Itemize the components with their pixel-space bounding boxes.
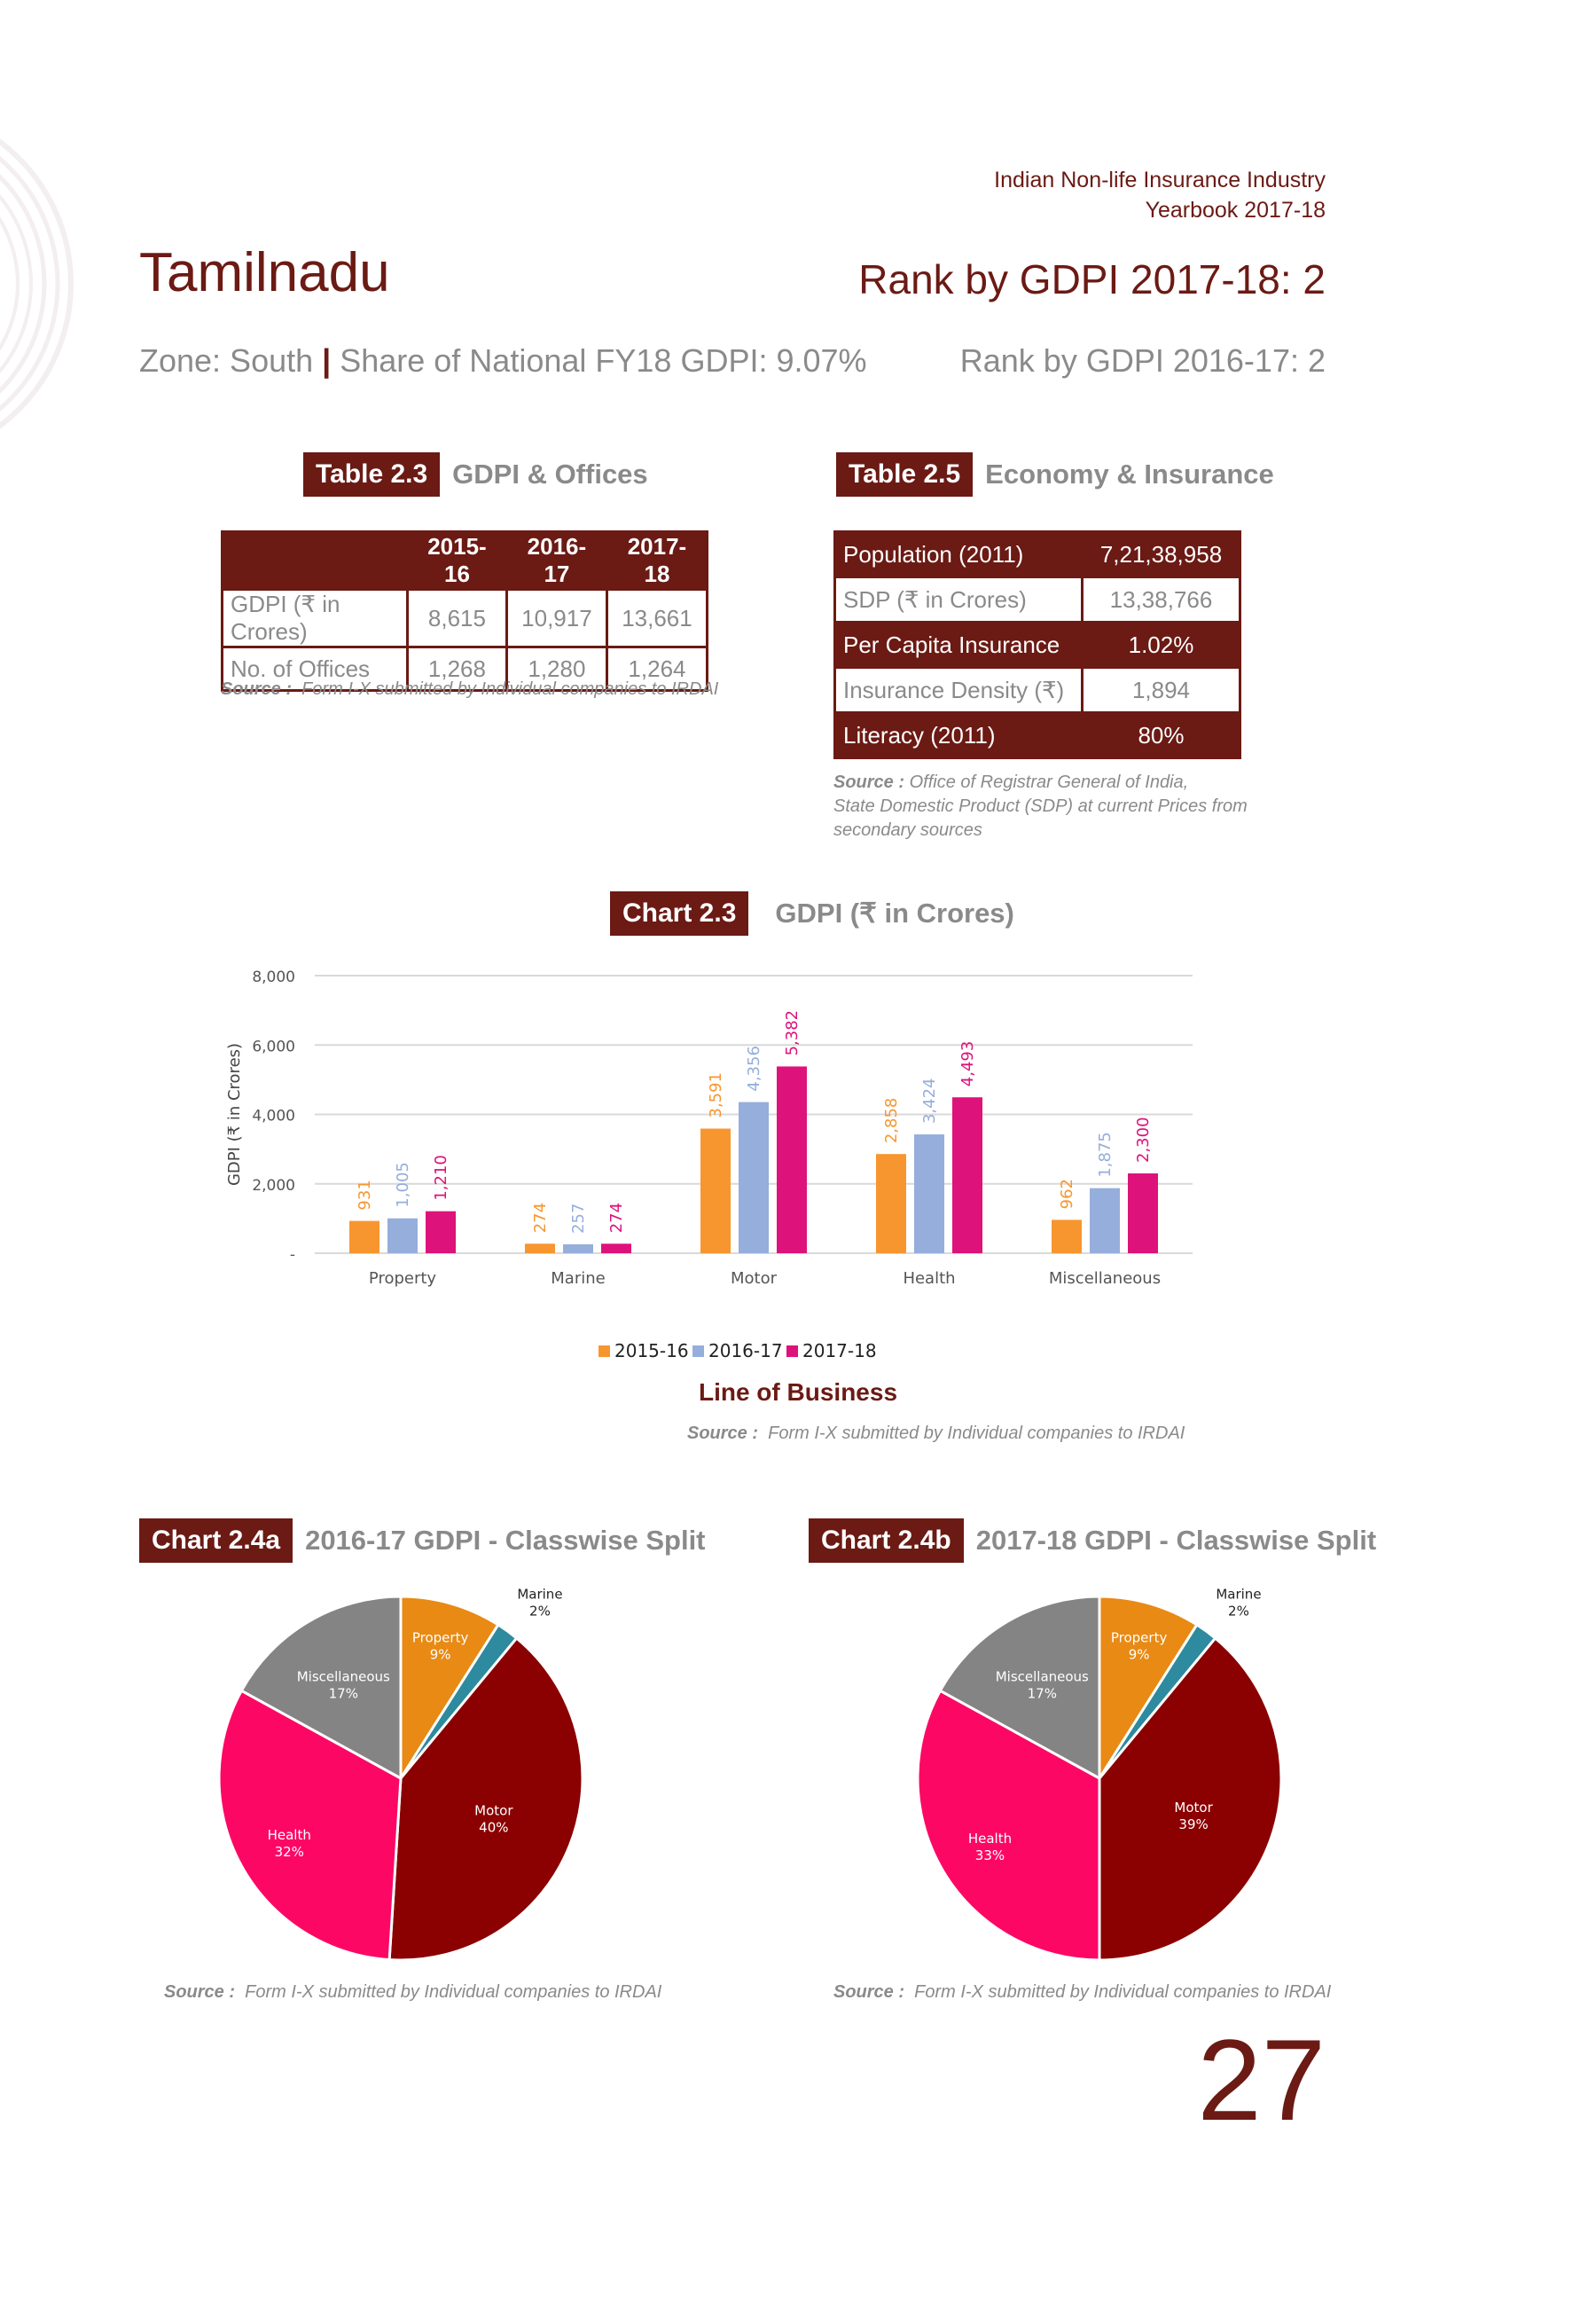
data-label: 931 (356, 1180, 374, 1211)
table-2-3-title: GDPI & Offices (452, 459, 648, 490)
pie-value-label: 2% (529, 1603, 551, 1620)
decorative-arcs (0, 98, 80, 470)
pie-value-label: 9% (429, 1646, 451, 1663)
bar (952, 1097, 982, 1253)
publication-line-2: Yearbook 2017-18 (1145, 198, 1326, 223)
data-label: 1,005 (394, 1162, 412, 1208)
page-number: 27 (1197, 2015, 1326, 2145)
source-text: Office of Registrar General of India, (909, 773, 1189, 792)
pie-label: Miscellaneous (296, 1668, 390, 1685)
data-label: 3,591 (707, 1071, 725, 1118)
rank-previous: Rank by GDPI 2016-17: 2 (959, 342, 1326, 379)
bar (387, 1219, 418, 1253)
table-2-5-tag: Table 2.5 (836, 452, 973, 497)
pie-value-label: 2% (1228, 1603, 1249, 1620)
table-cell: 13,661 (606, 590, 707, 647)
table-2-5-caption (836, 452, 1274, 497)
bar (1052, 1220, 1082, 1253)
legend-swatch (786, 1345, 798, 1357)
source-label: Source : (833, 773, 905, 792)
data-label: 962 (1058, 1179, 1076, 1210)
chart-2-4b-source (833, 1980, 1331, 2004)
y-tick-label: 8,000 (252, 969, 295, 986)
table-cell: 8,615 (408, 590, 507, 647)
table-cell: 80% (1083, 713, 1240, 758)
table-2-5-source (833, 771, 1248, 843)
source-label: Source : (687, 1424, 759, 1443)
pie-label: Property (1110, 1629, 1168, 1646)
bar (563, 1244, 593, 1253)
data-label: 2,300 (1134, 1117, 1153, 1164)
chart-2-3-caption (610, 891, 1014, 936)
pie-label: Motor (474, 1802, 513, 1819)
legend-swatch (692, 1345, 704, 1357)
row-label: Literacy (2011) (835, 713, 1083, 758)
table-cell: 1,280 (506, 647, 606, 691)
chart-2-3-tag: Chart 2.3 (610, 891, 748, 936)
y-tick-label: - (289, 1246, 295, 1264)
bar (700, 1129, 731, 1253)
pie-chart-2016-17 (177, 1579, 638, 1969)
zone-separator: | (322, 342, 332, 379)
national-share: Share of National FY18 GDPI: 9.07% (340, 342, 867, 379)
chart-2-4b-title: 2017-18 GDPI - Classwise Split (975, 1525, 1377, 1556)
bar (525, 1243, 555, 1253)
row-label: Insurance Density (₹) (835, 668, 1083, 713)
x-tick-label: Marine (551, 1269, 606, 1288)
pie-label: Marine (517, 1586, 563, 1603)
chart-2-4a-source (164, 1980, 661, 2004)
source-text: Form I-X submitted by Individual companies to IRDAI (301, 679, 719, 699)
pie-value-label: 32% (274, 1844, 304, 1861)
pie-value-label: 40% (479, 1819, 509, 1836)
pie-label: Motor (1174, 1800, 1213, 1816)
table-2-3-source (221, 678, 718, 702)
chart-2-4a-tag: Chart 2.4a (139, 1518, 293, 1563)
data-label: 257 (569, 1203, 588, 1234)
y-axis-label: GDPI (₹ in Crores) (225, 1042, 244, 1187)
table-row (835, 623, 1240, 668)
bar (601, 1243, 631, 1253)
source-label: Source : (164, 1982, 236, 2002)
source-text: Form I-X submitted by Individual companies to IRDAI (245, 1982, 662, 2002)
data-label: 1,875 (1096, 1132, 1115, 1178)
publication-title (994, 165, 1326, 225)
data-label: 1,210 (432, 1155, 450, 1201)
pie-label: Marine (1216, 1586, 1262, 1603)
chart-2-4b-tag: Chart 2.4b (809, 1518, 964, 1563)
publication-line-1: Indian Non-life Insurance Industry (994, 168, 1326, 192)
data-label: 5,382 (783, 1009, 802, 1056)
pie-label: Health (267, 1827, 311, 1844)
bar (876, 1154, 906, 1253)
table-cell: 7,21,38,958 (1083, 532, 1240, 577)
source-label: Source : (833, 1982, 905, 2002)
chart-2-3-source (687, 1422, 1185, 1446)
chart-2-4a-caption (139, 1518, 706, 1563)
data-label: 4,493 (958, 1040, 977, 1087)
table-header-cell: 2015-16 (408, 532, 507, 590)
table-cell: 1,894 (1083, 668, 1240, 713)
pie-value-label: 39% (1178, 1816, 1209, 1833)
zone-label: Zone: South (139, 342, 314, 379)
x-tick-label: Property (368, 1269, 437, 1288)
pie-label: Property (411, 1629, 469, 1646)
pie-value-label: 33% (974, 1847, 1005, 1864)
pie-value-label: 17% (328, 1685, 358, 1702)
table-row (835, 532, 1240, 577)
table-row (835, 713, 1240, 758)
bar (777, 1066, 807, 1253)
source-text: secondary sources (833, 820, 982, 840)
chart-2-4a-title: 2016-17 GDPI - Classwise Split (305, 1525, 706, 1556)
row-label: No. of Offices (223, 647, 408, 691)
x-tick-label: Miscellaneous (1048, 1269, 1162, 1288)
x-tick-label: Motor (730, 1269, 778, 1288)
row-label: Per Capita Insurance (835, 623, 1083, 668)
data-label: 3,424 (920, 1078, 939, 1125)
table-row (835, 668, 1240, 713)
table-2-5-title: Economy & Insurance (985, 459, 1274, 490)
pie-label: Miscellaneous (995, 1668, 1089, 1685)
rank-current: Rank by GDPI 2017-18: 2 (858, 256, 1326, 302)
legend-entry: 2016-17 (708, 1340, 783, 1361)
state-name: Tamilnadu (139, 242, 390, 303)
pie-label: Health (967, 1831, 1013, 1847)
zone-line (139, 342, 867, 380)
source-text: State Domestic Product (SDP) at current Prices from (833, 796, 1248, 816)
row-label: SDP (₹ in Crores) (835, 577, 1083, 623)
table-header-cell: 2017-18 (606, 532, 707, 590)
table-cell: 1.02% (1083, 623, 1240, 668)
table-cell: 1,268 (408, 647, 507, 691)
table-2-3-tag: Table 2.3 (303, 452, 440, 497)
source-text: Form I-X submitted by Individual companies to IRDAI (768, 1424, 1185, 1443)
table-cell: 13,38,766 (1083, 577, 1240, 623)
bar (1090, 1188, 1120, 1253)
source-text: Form I-X submitted by Individual companies to IRDAI (914, 1982, 1332, 2002)
table-row (223, 532, 708, 590)
table-2-3 (221, 530, 708, 692)
row-label: Population (2011) (835, 532, 1083, 577)
legend-swatch (598, 1345, 610, 1357)
table-header-cell: 2016-17 (506, 532, 606, 590)
gdpi-bar-chart (213, 958, 1224, 1401)
chart-2-4b-caption (809, 1518, 1376, 1563)
data-label: 2,858 (882, 1097, 901, 1144)
bar (426, 1212, 456, 1253)
y-tick-label: 6,000 (252, 1038, 295, 1056)
bar (1128, 1173, 1158, 1253)
pie-value-label: 9% (1128, 1646, 1150, 1663)
y-tick-label: 2,000 (252, 1176, 295, 1195)
pie-chart-2017-18 (878, 1579, 1339, 1969)
bar (739, 1102, 769, 1253)
data-label: 274 (531, 1202, 550, 1234)
table-2-3-caption (303, 452, 648, 497)
x-tick-label: Health (903, 1269, 956, 1288)
table-2-5 (833, 530, 1241, 759)
bar (914, 1134, 944, 1253)
row-label: GDPI (₹ in Crores) (223, 590, 408, 647)
bar (349, 1221, 379, 1253)
data-label: 274 (607, 1202, 626, 1234)
chart-2-3-title: GDPI (₹ in Crores) (775, 898, 1014, 929)
table-row (223, 590, 708, 647)
pie-value-label: 17% (1027, 1685, 1057, 1702)
legend-entry: 2017-18 (802, 1340, 877, 1361)
data-label: 4,356 (745, 1046, 763, 1092)
table-cell: 10,917 (506, 590, 606, 647)
source-label: Source : (221, 679, 293, 699)
y-tick-label: 4,000 (252, 1107, 295, 1126)
table-row (835, 577, 1240, 623)
legend-entry: 2015-16 (614, 1340, 689, 1361)
table-cell: 1,264 (606, 647, 707, 691)
table-header-blank (223, 532, 408, 590)
chart-xlabel: Line of Business (698, 1378, 898, 1406)
